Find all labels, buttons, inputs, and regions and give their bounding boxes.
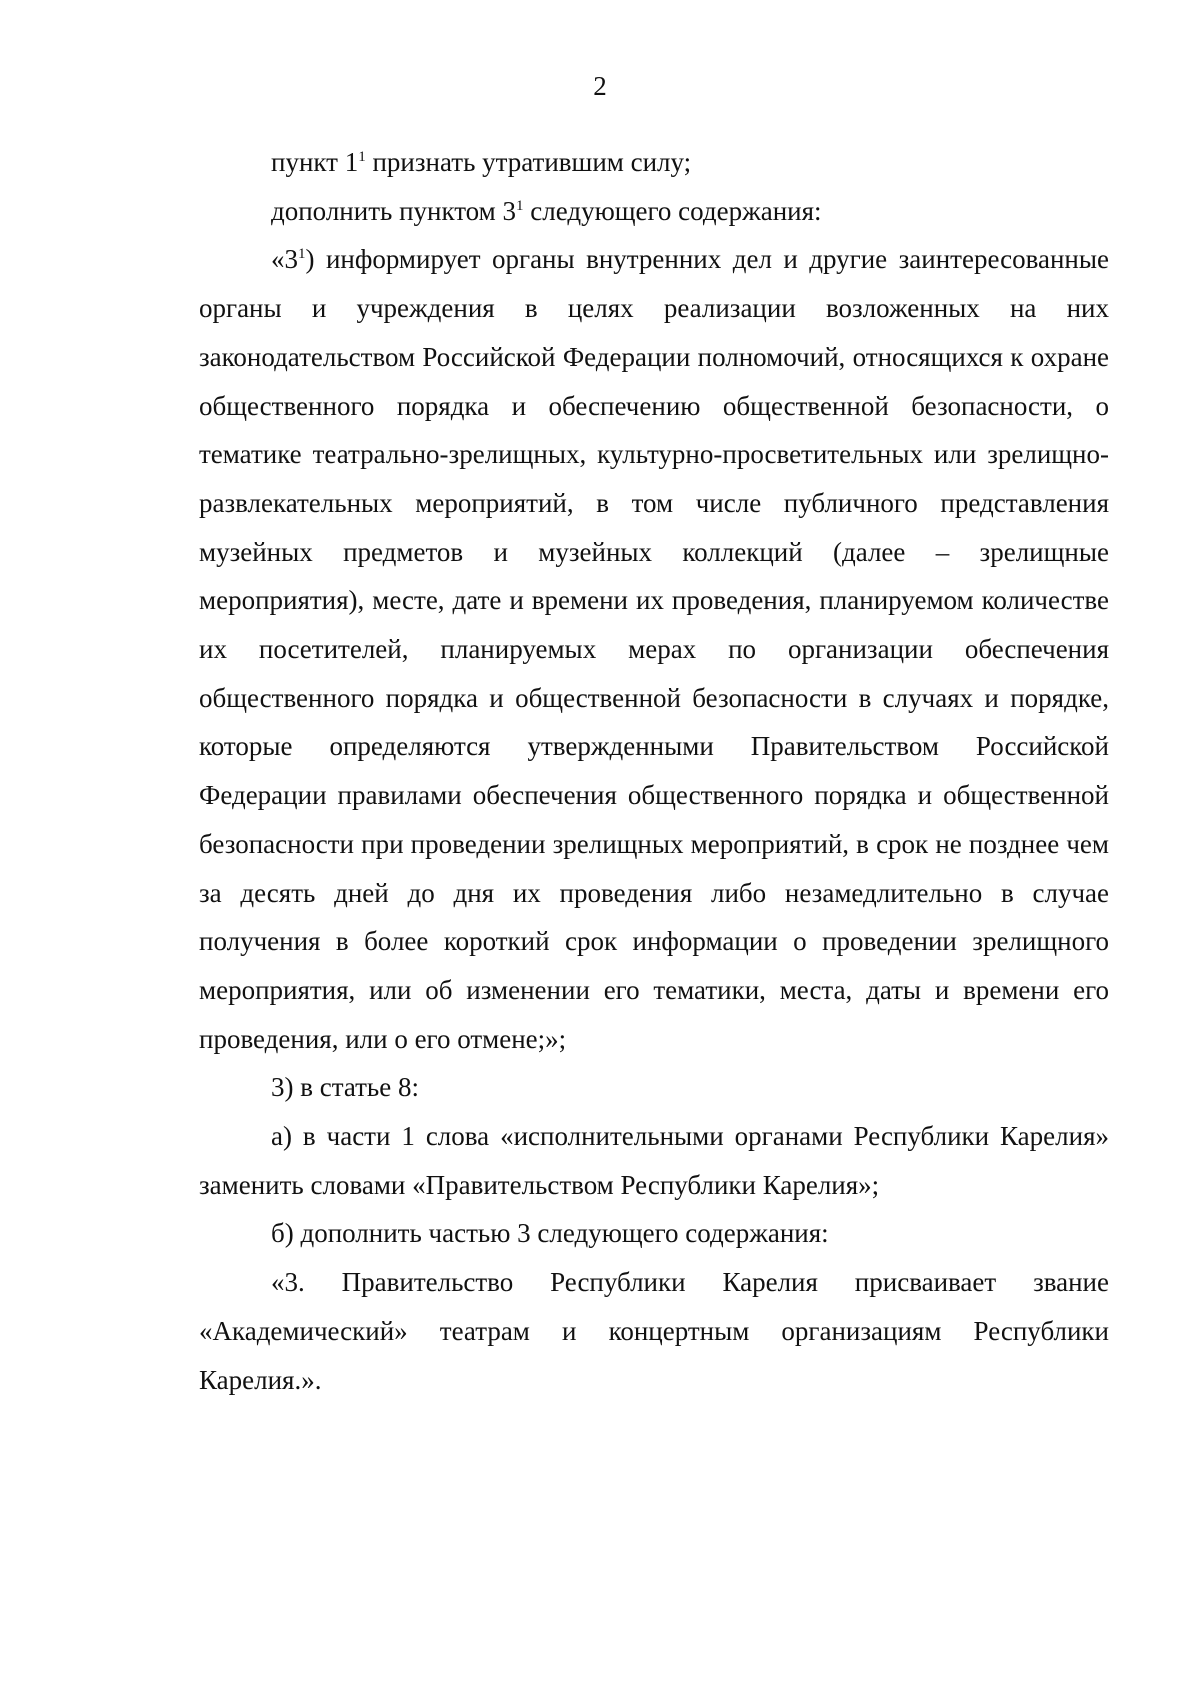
superscript: 1: [358, 149, 366, 165]
paragraph-text: дополнить пунктом 3: [271, 195, 516, 226]
paragraph-text: следующего содержания:: [523, 195, 822, 226]
paragraph-text: ) информирует органы внутренних дел и другие заинтересованные органы и учреждения в целях реализации возложенных на них законодательством Российской Федерации полномочий, относящихся к охране общественного порядка и обеспечению общественной безопасности, о тематике театрально-зрелищных, культурно-просветительных или зрелищно-развлекательных мероприятий, в том числе публичного представления музейных предметов и музейных коллекций (далее – зрелищные мероприятия), месте, дате и времени их проведения, планируемом количестве их посетителей, планируемых мерах по организации обеспечения общественного порядка и общественной безопасности в случаях и порядке, которые определяются утвержденными Правительством Российской Федерации правилами обеспечения общественного порядка и общественной безопасности при проведении зрелищных мероприятий, в срок не позднее чем за десять дней до дня их проведения либо незамедлительно в случае получения в более короткий срок информации о проведении зрелищного мероприятия, или об изменении его тематики, места, даты и времени его проведения, или о его отмене;»;: [199, 244, 1109, 1054]
superscript: 1: [516, 197, 524, 214]
paragraph-text: признать утратившим силу;: [365, 147, 692, 177]
paragraph-part-3-text: «3. Правительство Республики Карелия присваивает звание «Академический» театрам и концертным организациям Республики Карелия.».: [199, 1267, 1109, 1395]
paragraph-text: «3: [271, 244, 298, 275]
page-number: 2: [593, 71, 607, 101]
paragraph-item-3-1-text: [199, 235, 1109, 1063]
paragraph-article-8-part-a: а) в части 1 слова «исполнительными органами Республики Карелия» заменить словами «Правительством Республики Карелия»;: [199, 1121, 1109, 1200]
paragraph-article-8: 3) в статье 8:: [271, 1072, 419, 1103]
paragraph-text: пункт 1: [271, 147, 359, 177]
paragraph-article-8-part-b: б) дополнить частью 3 следующего содержания:: [271, 1218, 829, 1249]
superscript: 1: [298, 246, 306, 263]
paragraph-item-1-1: [199, 138, 1109, 187]
document-body: [199, 138, 1109, 1404]
paragraph-item-3-1-intro: [199, 187, 1109, 236]
